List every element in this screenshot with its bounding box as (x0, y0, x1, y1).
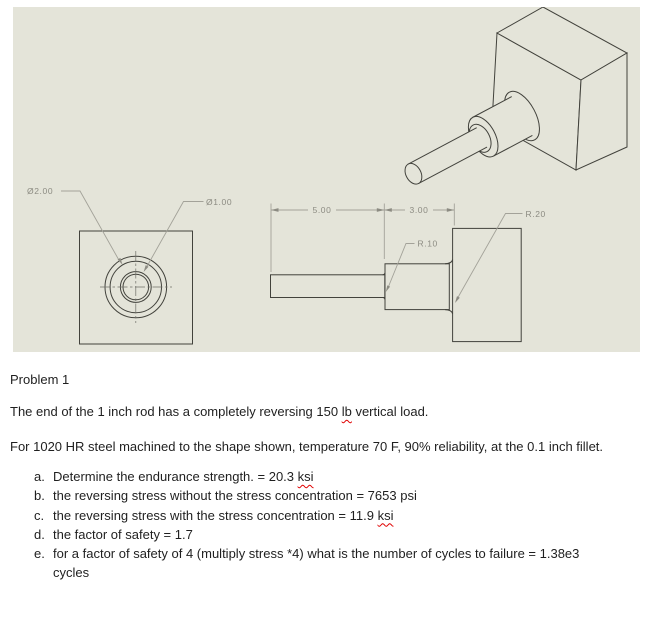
text-segment: The end of the 1 inch rod has a completely reversing 150 (10, 404, 342, 419)
side-fillets (383, 260, 453, 314)
r20-leader (455, 209, 546, 303)
list-marker: c. (34, 507, 45, 523)
problem-question-list (0, 467, 657, 583)
list-marker: b. (34, 488, 45, 504)
text-segment: Problem 1 (10, 372, 70, 387)
cad-drawing (13, 7, 640, 352)
dim-3-label: 3.00 (409, 205, 429, 215)
r10-label: R.10 (417, 238, 438, 249)
dia1-leader (144, 197, 233, 272)
side-block (453, 228, 522, 341)
list-item-text (53, 467, 314, 486)
iso-shaft (394, 86, 546, 201)
text-segment: For 1020 HR steel machined to the shape shown, temperature 70 F, 90% reliability, at the 0.1 inch fillet. (10, 439, 604, 454)
list-item (0, 544, 657, 583)
r20-label: R.20 (525, 209, 546, 219)
list-item (0, 525, 657, 544)
problem-title (10, 372, 69, 388)
conditions-sentence (10, 439, 603, 455)
text-segment: the reversing stress with the stress concentration = 11.9 (53, 507, 378, 523)
dim-boss-length (384, 204, 454, 226)
text-segment: the factor of safety = 1.7 (53, 526, 193, 542)
side-rod (271, 275, 385, 298)
dia2-leader (27, 186, 123, 265)
dia2-label: Ø2.00 (27, 186, 54, 196)
list-item-text (53, 486, 417, 505)
r10-leader (386, 239, 438, 293)
iso-view (394, 7, 627, 201)
dia1-label: Ø1.00 (206, 197, 233, 207)
list-item-text (53, 525, 193, 544)
dim-rod-length (271, 204, 384, 273)
list-marker: d. (34, 526, 45, 542)
side-view (271, 204, 546, 342)
list-item (0, 486, 657, 505)
dim-5-label: 5.00 (312, 205, 332, 215)
cad-drawing-canvas (13, 7, 640, 352)
text-segment: cycles (53, 565, 90, 581)
misspelled-word: lb (341, 404, 352, 419)
text-segment: for a factor of safety of 4 (multiply stress *4) what is the number of cycles to failure = 1.38e3 (53, 546, 580, 562)
text-segment: vertical load. (351, 404, 429, 419)
list-item (0, 467, 657, 486)
text-segment: Determine the endurance strength. = 20.3 (53, 469, 298, 484)
list-item-text (53, 506, 393, 525)
list-item-text (53, 544, 579, 583)
misspelled-word: ksi (297, 469, 314, 484)
list-marker: e. (34, 546, 45, 562)
list-marker: a. (34, 469, 45, 484)
misspelled-word: ksi (377, 507, 394, 523)
list-item (0, 506, 657, 525)
intro-sentence (10, 404, 428, 420)
text-segment: the reversing stress without the stress concentration = 7653 psi (53, 488, 417, 504)
front-view (27, 186, 232, 344)
